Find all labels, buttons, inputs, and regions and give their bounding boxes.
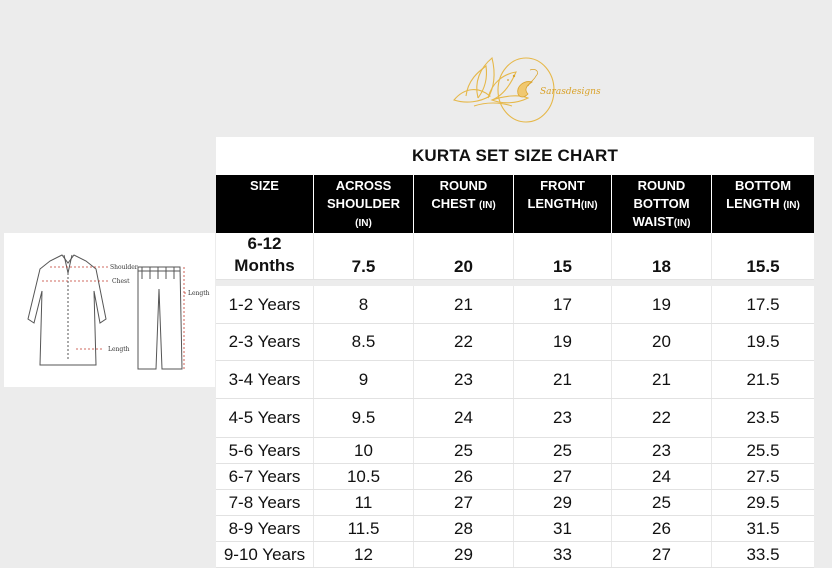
value-cell-bottom: 25.5 [746, 440, 780, 460]
value-cell-bottom: 33.5 [746, 544, 780, 564]
value-cell-shoulder: 10 [314, 438, 414, 463]
table-row [216, 399, 814, 438]
value-cell-shoulder: 11 [314, 490, 414, 515]
header-size [216, 175, 314, 233]
value-cell-bottom: 31.5 [746, 518, 780, 538]
header-text: (IN) [355, 218, 372, 229]
header-chest [414, 175, 514, 233]
table-row [216, 286, 814, 324]
size-text: 4-5 Years [228, 408, 301, 427]
value-cell-shoulder: 7.5 [314, 233, 414, 279]
size-text: 6-12 [247, 234, 282, 253]
value-cell-chest: 24 [414, 399, 514, 437]
size-cell [216, 464, 314, 489]
value-cell-front: 25 [514, 438, 612, 463]
table-row [216, 233, 814, 280]
value-cell-chest: 22 [414, 324, 514, 360]
header-text: LENGTH (IN) [726, 196, 800, 211]
value-cell-front: 17 [514, 286, 612, 323]
value-cell-bottom: 19.5 [746, 332, 780, 351]
size-cell [216, 399, 314, 437]
value-cell-front: 29 [514, 490, 612, 515]
value-cell-chest: 26 [414, 464, 514, 489]
size-text: 6-7 Years [228, 466, 301, 486]
value-cell-front: 19 [514, 324, 612, 360]
header-bottom-length [712, 175, 814, 233]
measurement-figure [4, 233, 215, 387]
value-cell-waist: 18 [612, 233, 712, 279]
header-front-length [514, 175, 612, 233]
value-cell-waist: 19 [612, 286, 712, 323]
value-cell-front: 15 [514, 233, 612, 279]
table-row [216, 542, 814, 568]
value-cell-waist: 23 [612, 438, 712, 463]
header-text: ROUND [637, 178, 686, 193]
table-row [216, 464, 814, 490]
value-cell-front: 33 [514, 542, 612, 567]
size-cell [216, 490, 314, 515]
value-cell-bottom: 27.5 [746, 466, 780, 486]
size-text: 7-8 Years [228, 492, 301, 512]
size-cell [216, 361, 314, 398]
value-cell-waist: 26 [612, 516, 712, 541]
header-text: BOTTOM [734, 178, 792, 193]
value-cell-bottom: 17.5 [746, 294, 780, 314]
kurta-length-label: Length [108, 346, 130, 353]
table-row [216, 490, 814, 516]
value-cell-front: 21 [514, 361, 612, 398]
size-text: 5-6 Years [228, 440, 301, 460]
header-text: ROUND [439, 178, 488, 193]
table-row [216, 516, 814, 542]
value-cell-chest: 28 [414, 516, 514, 541]
size-cell [216, 516, 314, 541]
header-text: WAIST(IN) [632, 214, 691, 229]
table-row [216, 361, 814, 399]
value-cell-shoulder: 8 [314, 286, 414, 323]
size-text: 1-2 Years [228, 294, 301, 314]
table-body [216, 233, 814, 568]
value-cell-chest: 29 [414, 542, 514, 567]
value-cell-shoulder: 9 [314, 361, 414, 398]
value-cell-waist: 25 [612, 490, 712, 515]
header-bottom-waist [612, 175, 712, 233]
value-cell-chest: 20 [414, 233, 514, 279]
size-chart-table [216, 137, 814, 568]
header-text: SHOULDER [327, 196, 400, 211]
size-cell [216, 542, 314, 567]
size-text: Months [234, 256, 295, 275]
value-cell-waist: 27 [612, 542, 712, 567]
table-row [216, 324, 814, 361]
header-text: SIZE [250, 178, 279, 193]
value-cell-bottom: 23.5 [746, 408, 780, 427]
value-cell-front: 31 [514, 516, 612, 541]
value-cell-waist: 24 [612, 464, 712, 489]
value-cell-bottom: 29.5 [746, 492, 780, 512]
header-text: LENGTH(IN) [527, 196, 598, 211]
table-header-row [216, 175, 814, 233]
size-cell [216, 286, 314, 323]
size-cell [216, 438, 314, 463]
value-cell-waist: 21 [612, 361, 712, 398]
header-text: ACROSS [335, 178, 392, 193]
value-cell-chest: 27 [414, 490, 514, 515]
value-cell-chest: 21 [414, 286, 514, 323]
value-cell-chest: 25 [414, 438, 514, 463]
value-cell-shoulder: 8.5 [314, 324, 414, 360]
value-cell-waist: 22 [612, 399, 712, 437]
value-cell-bottom: 21.5 [746, 369, 780, 389]
value-cell-waist: 20 [612, 324, 712, 360]
value-cell-shoulder: 10.5 [314, 464, 414, 489]
pant-length-label: Length [188, 290, 210, 297]
value-cell-shoulder: 12 [314, 542, 414, 567]
header-text: FRONT [540, 178, 585, 193]
value-cell-front: 23 [514, 399, 612, 437]
size-cell [216, 233, 314, 279]
chart-title: KURTA SET SIZE CHART [216, 137, 814, 175]
size-text: 3-4 Years [228, 369, 301, 389]
size-text: 2-3 Years [228, 332, 301, 351]
shoulder-label: Shoulder [110, 264, 138, 271]
value-cell-front: 27 [514, 464, 612, 489]
kurta-pant-illustration [4, 233, 215, 387]
value-cell-shoulder: 11.5 [314, 516, 414, 541]
header-text: CHEST (IN) [431, 196, 496, 211]
chest-label: Chest [112, 278, 130, 285]
value-cell-shoulder: 9.5 [314, 399, 414, 437]
brand-logo-text: Sarasdesigns [540, 87, 601, 97]
value-cell-bottom: 15.5 [746, 257, 780, 276]
header-text: BOTTOM [633, 196, 690, 211]
size-cell [216, 324, 314, 360]
header-shoulder [314, 175, 414, 233]
value-cell-chest: 23 [414, 361, 514, 398]
table-row [216, 438, 814, 464]
size-text: 8-9 Years [228, 518, 301, 538]
size-text: 9-10 Years [223, 544, 306, 564]
